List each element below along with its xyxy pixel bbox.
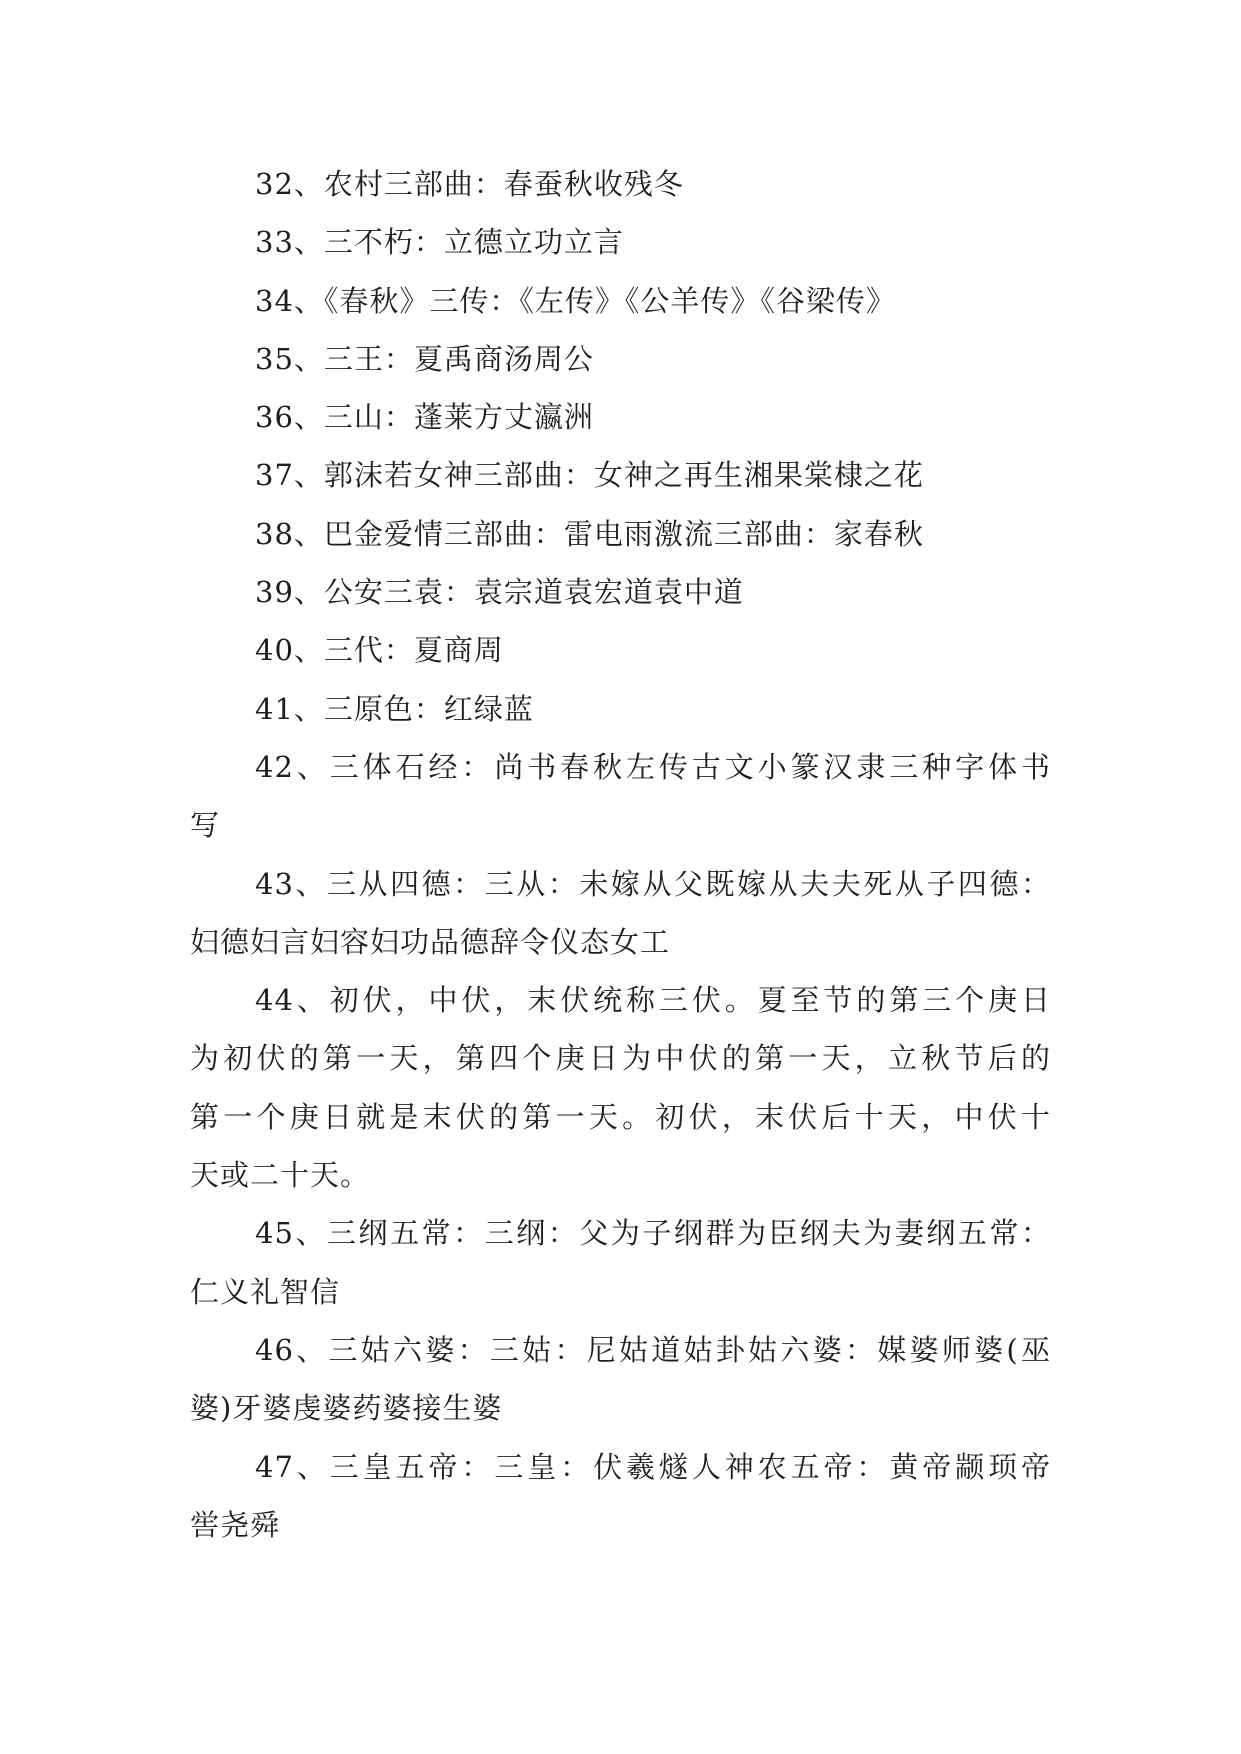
list-item-text: 35、三王：夏禹商汤周公 bbox=[255, 341, 594, 376]
list-item bbox=[190, 272, 1051, 330]
list-item-text: 44、初伏，中伏，末伏统称三伏。夏至节的第三个庚日 bbox=[255, 983, 1051, 1018]
list-item bbox=[190, 505, 1051, 563]
list-item-text: 天或二十天。 bbox=[190, 1158, 371, 1193]
list-item-text: 妇德妇言妇容妇功品德辞令仪态女工 bbox=[190, 924, 671, 959]
list-item-text: 43、三从四德：三从：未嫁从父既嫁从夫夫死从子四德： bbox=[255, 866, 1051, 901]
document-body bbox=[190, 155, 1051, 1554]
list-item bbox=[190, 621, 1051, 679]
list-item bbox=[190, 680, 1051, 738]
list-item bbox=[190, 738, 1051, 855]
list-item-text: 写 bbox=[190, 808, 221, 843]
list-item bbox=[190, 446, 1051, 504]
list-item bbox=[190, 330, 1051, 388]
list-item-text: 41、三原色：红绿蓝 bbox=[255, 691, 534, 726]
list-item-text: 34、《春秋》三传：《左传》《公羊传》《谷梁传》 bbox=[255, 283, 896, 318]
list-item bbox=[190, 388, 1051, 446]
list-item-text: 喾尧舜 bbox=[190, 1507, 281, 1542]
list-item-text: 36、三山：蓬莱方丈瀛洲 bbox=[255, 400, 594, 435]
list-item bbox=[190, 855, 1051, 972]
list-item bbox=[190, 1321, 1051, 1438]
list-item bbox=[190, 1204, 1051, 1321]
list-item-text: 39、公安三袁：袁宗道袁宏道袁中道 bbox=[255, 575, 744, 610]
list-item-text: 42、三体石经：尚书春秋左传古文小篆汉隶三种字体书 bbox=[255, 749, 1051, 784]
list-item bbox=[190, 971, 1051, 1204]
list-item-text: 38、巴金爱情三部曲：雷电雨激流三部曲：家春秋 bbox=[255, 516, 924, 551]
list-item-text: 37、郭沫若女神三部曲：女神之再生湘果棠棣之花 bbox=[255, 458, 924, 493]
list-item bbox=[190, 155, 1051, 213]
list-item-text: 46、三姑六婆：三姑：尼姑道姑卦姑六婆：媒婆师婆(巫 bbox=[255, 1332, 1051, 1367]
list-item bbox=[190, 563, 1051, 621]
list-item-text: 第一个庚日就是末伏的第一天。初伏，末伏后十天，中伏十 bbox=[190, 1099, 1051, 1134]
list-item-text: 仁义礼智信 bbox=[190, 1274, 341, 1309]
list-item-text: 32、农村三部曲：春蚕秋收残冬 bbox=[255, 167, 684, 201]
list-item-text: 为初伏的第一天，第四个庚日为中伏的第一天，立秋节后的 bbox=[190, 1041, 1051, 1076]
list-item-text: 40、三代：夏商周 bbox=[255, 633, 504, 668]
list-item bbox=[190, 213, 1051, 271]
list-item-text: 33、三不朽：立德立功立言 bbox=[255, 225, 624, 260]
list-item-text: 婆)牙婆虔婆药婆接生婆 bbox=[190, 1391, 503, 1426]
list-item bbox=[190, 1438, 1051, 1555]
list-item-text: 47、三皇五帝：三皇：伏羲燧人神农五帝：黄帝颛顼帝 bbox=[255, 1449, 1051, 1484]
list-item-text: 45、三纲五常：三纲：父为子纲群为臣纲夫为妻纲五常： bbox=[255, 1216, 1051, 1251]
